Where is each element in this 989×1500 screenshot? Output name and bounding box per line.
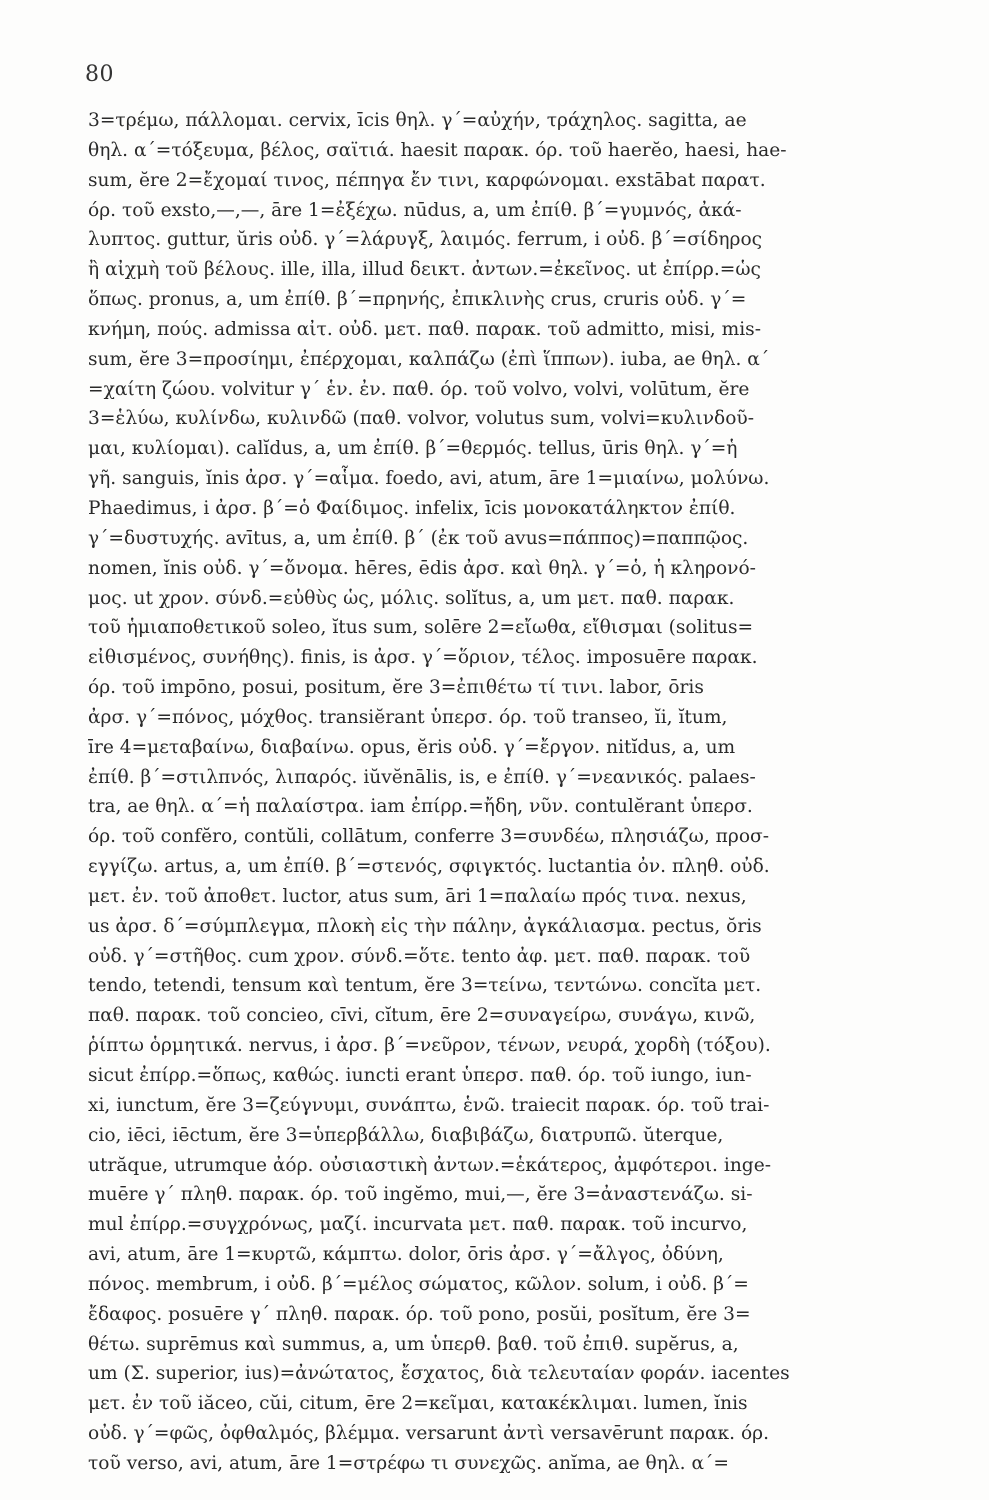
- text-line: όρ. τοῦ exsto,—,—, āre 1=ἐξέχω. nūdus, a, um ἐπίθ. β΄=γυμνός, ἀκά-: [88, 199, 742, 221]
- text-line: um (Σ. superior, ius)=ἀνώτατος, ἔσχατος, διὰ τελευταίαν φοράν. iacentes: [88, 1363, 790, 1385]
- text-line: οὐδ. γ΄=φῶς, ὀφθαλμός, βλέμμα. versarunt ἀντὶ versavērunt παρακ. όρ.: [88, 1423, 769, 1445]
- text-line: ἀρσ. γ΄=πόνος, μόχθος. transiĕrant ὑπερσ. όρ. τοῦ transeo, ĭi, ĭtum,: [88, 706, 728, 728]
- text-line: Phaedimus, i ἀρσ. β΄=ὁ Φαίδιμος. infelix, īcis μονοκατάληκτον ἐπίθ.: [88, 497, 736, 519]
- text-line: μαι, κυλίομαι). calĭdus, a, um ἐπίθ. β΄=θερμός. tellus, ūris θηλ. γ΄=ἡ: [88, 438, 738, 460]
- text-line: ἐπίθ. β΄=στιλπνός, λιπαρός. iŭvĕnālis, is, e ἐπίθ. γ΄=νεανικός. palaes-: [88, 766, 756, 788]
- text-line: μετ. ἐν τοῦ iăceo, cŭi, citum, ēre 2=κεῖμαι, κατακέκλιμαι. lumen, ĭnis: [88, 1393, 748, 1415]
- text-line: παθ. παρακ. τοῦ concieo, cīvi, cĭtum, ēre 2=συναγείρω, συνάγω, κινῶ,: [88, 1005, 756, 1027]
- text-line: θηλ. α΄=τόξευμα, βέλος, σαϊτιά. haesit παρακ. όρ. τοῦ haerĕo, haesi, hae-: [88, 139, 787, 161]
- text-line: εγγίζω. artus, a, um ἐπίθ. β΄=στενός, σφιγκτός. luctantia ὀν. πληθ. οὐδ.: [88, 856, 770, 878]
- text-line: muēre γ΄ πληθ. παρακ. όρ. τοῦ ingĕmo, mui,—, ĕre 3=ἀναστενάζω. si-: [88, 1184, 753, 1206]
- text-line: sum, ĕre 3=προσίημι, ἐπέρχομαι, καλπάζω (ἐπὶ ἵππων). iuba, ae θηλ. α΄: [88, 348, 770, 370]
- text-line: τοῦ verso, avi, atum, āre 1=στρέφω τι συνεχῶς. anĭma, ae θηλ. α΄=: [88, 1452, 729, 1474]
- text-line: us ἀρσ. δ΄=σύμπλεγμα, πλοκὴ εἰς τὴν πάλην, ἀγκάλιασμα. pectus, ŏris: [88, 915, 762, 937]
- text-line: mul ἐπίρρ.=συγχρόνως, μαζί. incurvata μετ. παθ. παρακ. τοῦ incurvo,: [88, 1214, 748, 1236]
- text-line: ὅπως. pronus, a, um ἐπίθ. β΄=πρηνής, ἐπικλινὴς crus, cruris οὐδ. γ΄=: [88, 289, 747, 311]
- text-line: θέτω. suprēmus καὶ summus, a, um ὑπερθ. βαθ. τοῦ ἐπιθ. supĕrus, a,: [88, 1333, 739, 1355]
- text-line: γ΄=δυστυχής. avītus, a, um ἐπίθ. β΄ (ἐκ τοῦ avus=πάππος)=παππῷος.: [88, 527, 749, 549]
- text-line: nomen, ĭnis οὐδ. γ΄=ὄνομα. hēres, ēdis ἀρσ. καὶ θηλ. γ΄=ὁ, ἡ κληρονό-: [88, 557, 756, 579]
- page-number: 80: [85, 62, 114, 87]
- text-line: 3=τρέμω, πάλλομαι. cervix, īcis θηλ. γ΄=αὐχήν, τράχηλος. sagitta, ae: [88, 110, 747, 131]
- text-line: μετ. ἐν. τοῦ ἀποθετ. luctor, atus sum, āri 1=παλαίω πρός τινα. nexus,: [88, 885, 747, 907]
- text-line: λυπτος. guttur, ŭris οὐδ. γ΄=λάρυγξ, λαιμός. ferrum, i οὐδ. β΄=σίδηρος: [88, 229, 763, 251]
- text-line: avi, atum, āre 1=κυρτῶ, κάμπτω. dolor, ōris ἀρσ. γ΄=ἄλγος, ὀδύνη,: [88, 1244, 724, 1266]
- text-line: μος. ut χρον. σύνδ.=εὐθὺς ὡς, μόλις. solĭtus, a, um μετ. παθ. παρακ.: [88, 587, 735, 609]
- text-line: cio, iēci, iēctum, ĕre 3=ὑπερβάλλω, διαβιβάζω, διατρυπῶ. ŭterque,: [88, 1124, 724, 1146]
- text-line: γῆ. sanguis, ĭnis ἀρσ. γ΄=αἷμα. foedo, avi, atum, āre 1=μιαίνω, μολύνω.: [88, 468, 770, 490]
- text-line: utrăque, utrumque ἀόρ. οὐσιαστικὴ ἀντων.=ἑκάτερος, ἀμφότεροι. inge-: [88, 1154, 771, 1176]
- glossary-text: [88, 106, 968, 1479]
- text-line: 3=ἑλύω, κυλίνδω, κυλινδῶ (παθ. volvor, volutus sum, volvi=κυλινδοῦ-: [88, 408, 755, 430]
- text-line: τοῦ ἡμιαποθετικοῦ soleo, ĭtus sum, solēre 2=εἴωθα, εἴθισμαι (solitus=: [88, 617, 754, 639]
- text-line: ἔδαφος. posuēre γ΄ πληθ. παρακ. όρ. τοῦ pono, posŭi, posĭtum, ĕre 3=: [88, 1303, 751, 1325]
- text-line: sum, ĕre 2=ἔχομαί τινος, πέπηγα ἔν τινι, καρφώνομαι. exstābat παρατ.: [88, 169, 766, 191]
- text-line: ῥίπτω ὁρμητικά. nervus, i ἀρσ. β΄=νεῦρον, τένων, νευρά, χορδὴ (τόξου).: [88, 1035, 771, 1057]
- text-line: πόνος. membrum, i οὐδ. β΄=μέλος σώματος, κῶλον. solum, i οὐδ. β΄=: [88, 1273, 749, 1295]
- text-line: όρ. τοῦ impōno, posui, positum, ĕre 3=ἐπιθέτω τί τινι. labor, ōris: [88, 677, 704, 699]
- text-line: īre 4=μεταβαίνω, διαβαίνω. opus, ĕris οὐδ. γ΄=ἔργον. nitĭdus, a, um: [88, 736, 736, 758]
- text-line: ἢ αἰχμὴ τοῦ βέλους. ille, illa, illud δεικτ. ἀντων.=ἐκεῖνος. ut ἐπίρρ.=ὡς: [88, 259, 761, 281]
- text-line: κνήμη, πούς. admissa αἰτ. οὐδ. μετ. παθ. παρακ. τοῦ admitto, misi, mis-: [88, 318, 762, 340]
- text-line: οὐδ. γ΄=στῆθος. cum χρον. σύνδ.=ὅτε. tento ἀφ. μετ. παθ. παρακ. τοῦ: [88, 945, 751, 967]
- text-line: sicut ἐπίρρ.=ὅπως, καθώς. iuncti erant ὑπερσ. παθ. όρ. τοῦ iungo, iun-: [88, 1065, 752, 1086]
- text-line: xi, iunctum, ĕre 3=ζεύγνυμι, συνάπτω, ἑνῶ. traiecit παρακ. όρ. τοῦ trai-: [88, 1094, 770, 1116]
- text-line: =χαίτη ζώου. volvitur γ΄ ἑν. ἐν. παθ. όρ. τοῦ volvo, volvi, volūtum, ĕre: [88, 378, 750, 400]
- text-line: εἰθισμένος, συνήθης). finis, is ἀρσ. γ΄=ὅριον, τέλος. imposuēre παρακ.: [88, 647, 758, 669]
- text-line: όρ. τοῦ confĕro, contŭli, collātum, conferre 3=συνδέω, πλησιάζω, προσ-: [88, 826, 769, 848]
- text-line: tra, ae θηλ. α΄=ἡ παλαίστρα. iam ἐπίρρ.=ἤδη, νῦν. contulĕrant ὑπερσ.: [88, 796, 753, 818]
- text-line: tendo, tetendi, tensum καὶ tentum, ĕre 3=τείνω, τεντώνω. concĭta μετ.: [88, 975, 762, 997]
